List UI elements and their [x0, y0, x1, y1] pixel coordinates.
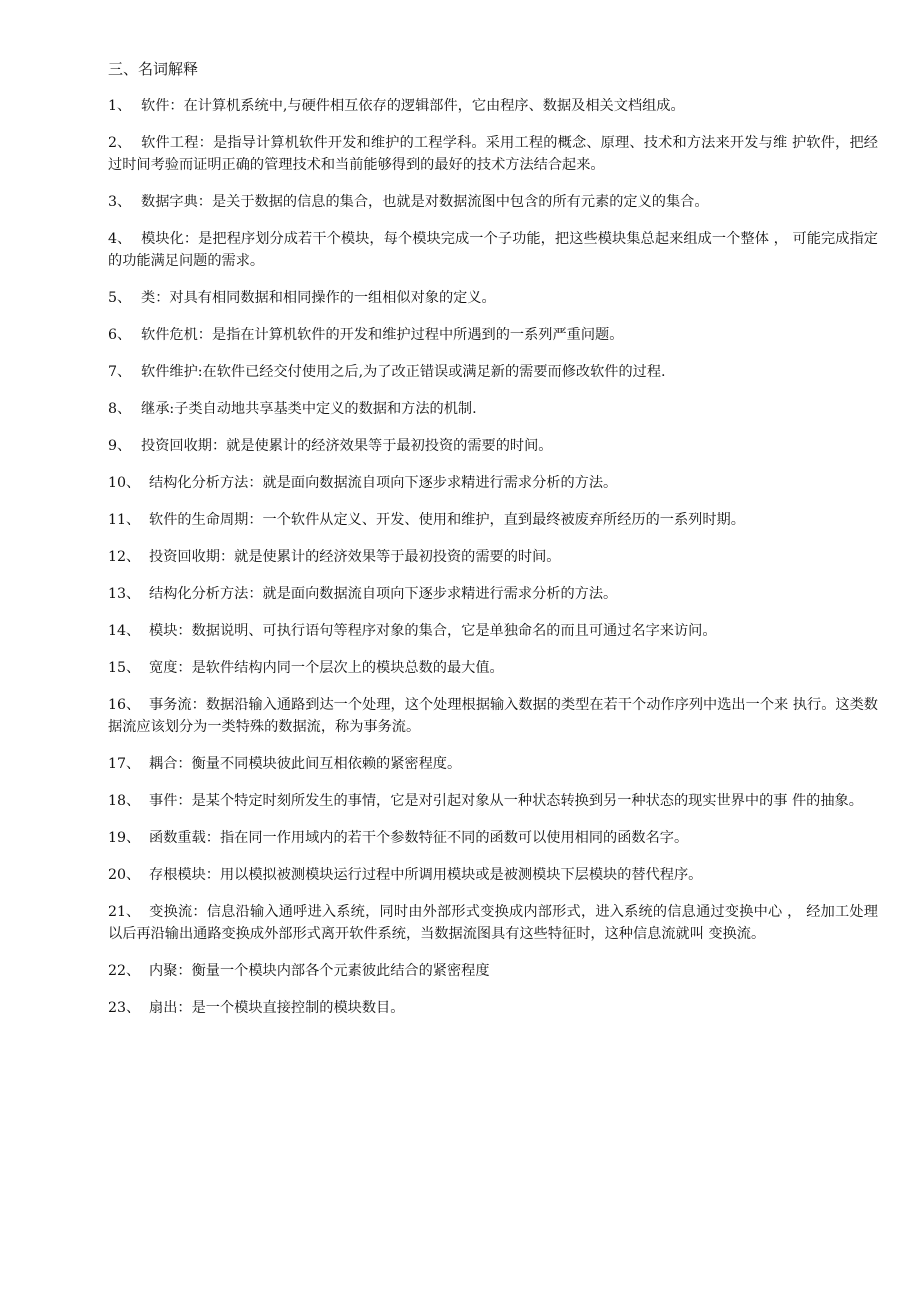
entry-text: 结构化分析方法：就是面向数据流自项向下逐步求精进行需求分析的方法。 [149, 586, 618, 602]
entry-text: 投资回收期：就是使累计的经济效果等于最初投资的需要的时间。 [141, 438, 553, 454]
entry-number: 1、 [108, 98, 132, 114]
term-entry-8 [108, 398, 878, 420]
entry-number: 10、 [108, 475, 141, 491]
entry-number: 13、 [108, 586, 141, 602]
term-entry-9 [108, 435, 878, 457]
entry-number: 18、 [108, 793, 141, 809]
term-entry-1 [108, 95, 878, 117]
entry-number: 19、 [108, 830, 141, 846]
entry-text: 软件工程：是指导计算机软件开发和维护的工程学科。采用工程的概念、原理、技术和方法来开发与维 护软件，把经过时间考验而证明正确的管理技术和当前能够得到的最好的技术方法结合起来。 [108, 135, 878, 173]
term-entry-5 [108, 287, 878, 309]
entry-number: 5、 [108, 290, 132, 306]
entry-text: 扇出：是一个模块直接控制的模块数目。 [149, 1000, 405, 1016]
entry-text: 软件维护:在软件已经交付使用之后,为了改正错误或满足新的需要而修改软件的过程. [141, 364, 666, 380]
entry-text: 类：对具有相同数据和相同操作的一组相似对象的定义。 [141, 290, 496, 306]
entry-text: 函数重载：指在同一作用域内的若干个参数特征不同的函数可以使用相同的函数名字。 [149, 830, 689, 846]
entry-number: 2、 [108, 135, 132, 151]
entry-text: 软件：在计算机系统中,与硬件相互依存的逻辑部件，它由程序、数据及相关文档组成。 [141, 98, 685, 114]
entry-number: 9、 [108, 438, 132, 454]
term-entry-12 [108, 546, 878, 568]
entry-text: 事务流：数据沿输入通路到达一个处理，这个处理根据输入数据的类型在若干个动作序列中选出一个来 执行。这类数据流应该划分为一类特殊的数据流，称为事务流。 [108, 697, 878, 735]
entry-text: 存根模块：用以模拟被测模块运行过程中所调用模块或是被测模块下层模块的替代程序。 [149, 867, 703, 883]
term-entry-6 [108, 324, 878, 346]
term-entry-4 [108, 228, 878, 272]
entry-number: 4、 [108, 231, 132, 247]
section-heading: 三、名词解释 [108, 60, 199, 78]
entry-number: 20、 [108, 867, 141, 883]
term-entry-23 [108, 997, 878, 1019]
entry-number: 22、 [108, 963, 141, 979]
entry-number: 11、 [108, 512, 141, 528]
term-entry-10 [108, 472, 878, 494]
entry-number: 23、 [108, 1000, 141, 1016]
entry-text: 数据字典：是关于数据的信息的集合，也就是对数据流图中包含的所有元素的定义的集合。 [141, 194, 709, 210]
entry-text: 耦合：衡量不同模块彼此间互相依赖的紧密程度。 [149, 756, 462, 772]
entry-number: 3、 [108, 194, 132, 210]
entry-number: 17、 [108, 756, 141, 772]
term-entry-15 [108, 657, 878, 679]
entry-text: 内聚：衡量一个模块内部各个元素彼此结合的紧密程度 [149, 963, 490, 979]
entry-number: 12、 [108, 549, 141, 565]
entry-text: 模块化：是把程序划分成若干个模块，每个模块完成一个子功能，把这些模块集总起来组成一个整体 ， 可能完成指定的功能满足问题的需求。 [108, 231, 878, 269]
entry-text: 事件：是某个特定时刻所发生的事情，它是对引起对象从一种状态转换到另一种状态的现实世界中的事 件的抽象。 [149, 793, 863, 809]
term-entry-19 [108, 827, 878, 849]
term-entry-21 [108, 901, 878, 945]
document-page [108, 58, 878, 1034]
entry-text: 模块：数据说明、可执行语句等程序对象的集合，它是单独命名的而且可通过名字来访问。 [149, 623, 717, 639]
entry-number: 21、 [108, 904, 141, 920]
entry-number: 15、 [108, 660, 141, 676]
term-entry-7 [108, 361, 878, 383]
term-entry-2 [108, 132, 878, 176]
entry-number: 7、 [108, 364, 132, 380]
term-entry-22 [108, 960, 878, 982]
entry-text: 继承:子类自动地共享基类中定义的数据和方法的机制. [141, 401, 477, 417]
entry-number: 16、 [108, 697, 141, 713]
entry-number: 8、 [108, 401, 132, 417]
term-entry-20 [108, 864, 878, 886]
term-entry-18 [108, 790, 878, 812]
term-entry-3 [108, 191, 878, 213]
entry-number: 6、 [108, 327, 132, 343]
term-entry-16 [108, 694, 878, 738]
term-entry-13 [108, 583, 878, 605]
entry-text: 投资回收期：就是使累计的经济效果等于最初投资的需要的时间。 [149, 549, 561, 565]
entry-text: 宽度：是软件结构内同一个层次上的模块总数的最大值。 [149, 660, 504, 676]
entry-text: 软件的生命周期：一个软件从定义、开发、使用和维护，直到最终被废弃所经历的一系列时期。 [149, 512, 745, 528]
entry-text: 软件危机：是指在计算机软件的开发和维护过程中所遇到的一系列严重问题。 [141, 327, 624, 343]
term-entry-17 [108, 753, 878, 775]
term-entry-11 [108, 509, 878, 531]
entry-number: 14、 [108, 623, 141, 639]
entry-text: 变换流：信息沿输入通呼进入系统，同时由外部形式变换成内部形式，进入系统的信息通过变换中心 ， 经加工处理以后再沿输出通路变换成外部形式离开软件系统，当数据流图具有这些特征时，这种信息流就叫 变换流。 [108, 904, 878, 942]
term-entry-14 [108, 620, 878, 642]
entry-text: 结构化分析方法：就是面向数据流自项向下逐步求精进行需求分析的方法。 [149, 475, 618, 491]
